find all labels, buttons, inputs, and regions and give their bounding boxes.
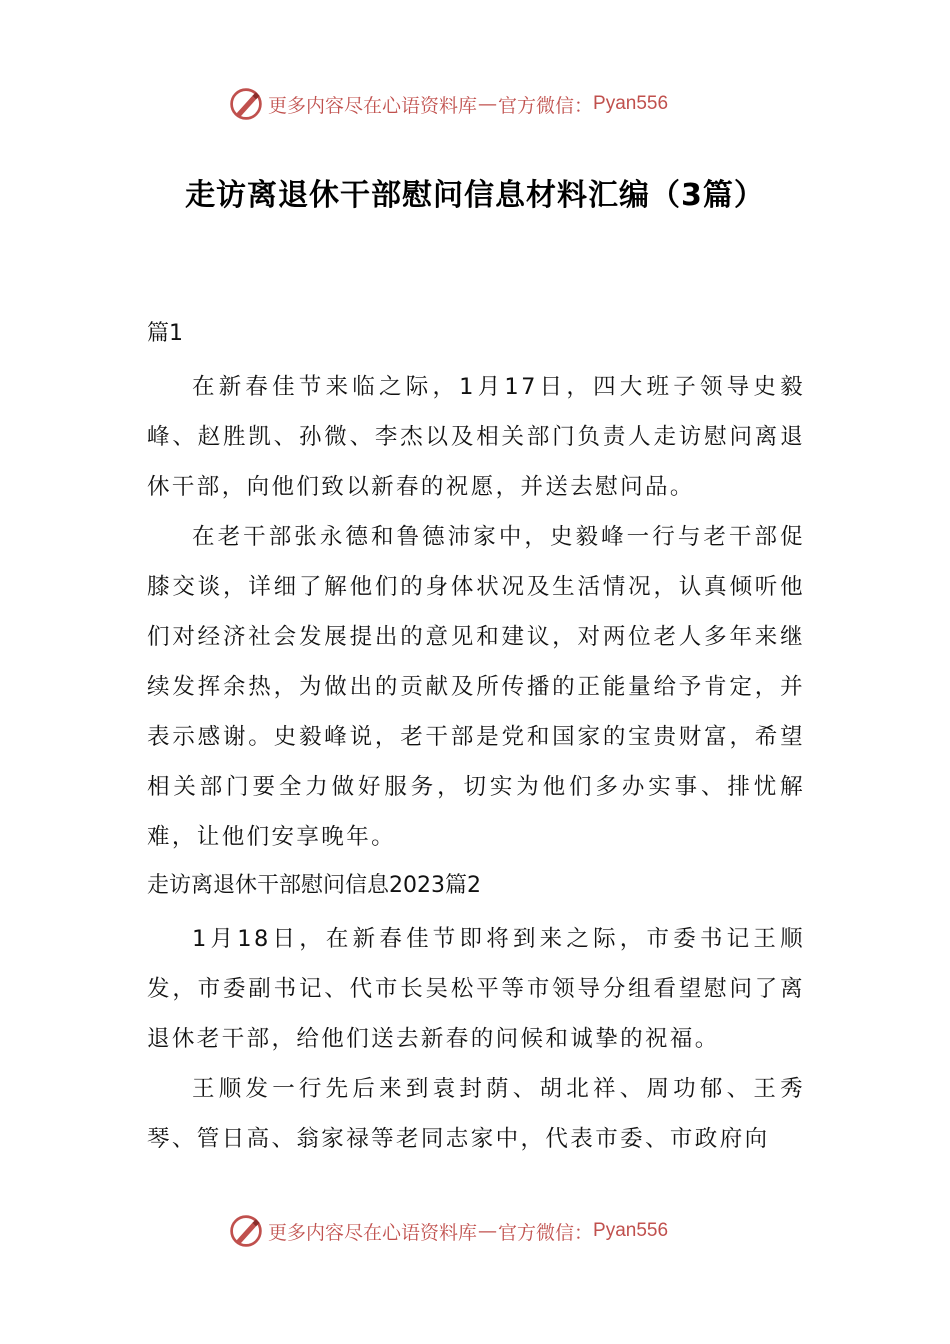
watermark-separator: — — [478, 93, 498, 115]
watermark-text: 更多内容尽在心语资料库 — [268, 1221, 478, 1244]
watermark-text: 更多内容尽在心语资料库 — [268, 94, 478, 117]
watermark-footer — [228, 1210, 668, 1252]
section-1-heading: 篇1 — [147, 321, 183, 346]
watermark-id: Pyan556 — [593, 93, 669, 114]
watermark-separator: — — [478, 1220, 498, 1242]
section-2-heading: 走访离退休干部慰问信息2023篇2 — [147, 873, 481, 898]
document-title: 走访离退休干部慰问信息材料汇编（3篇） — [185, 178, 765, 213]
watermark-header — [228, 83, 668, 125]
watermark-label: 官方微信： — [498, 94, 594, 117]
pen-logo-icon — [228, 86, 264, 122]
pen-logo-icon — [228, 1213, 264, 1249]
watermark-label: 官方微信： — [498, 1221, 594, 1244]
section-2-paragraph-1: 1月18日，在新春佳节即将到来之际，市委书记王顺发，市委副书记、代市长吴松平等市领导分组看望慰问了离退休老干部，给他们送去新春的问候和诚挚的祝福。 — [147, 926, 805, 1052]
document-body — [147, 312, 805, 1164]
section-2-paragraph-2: 王顺发一行先后来到袁封荫、胡北祥、周功郁、王秀琴、管日高、翁家禄等老同志家中，代表市委、市政府向 — [147, 1076, 805, 1152]
watermark-id: Pyan556 — [593, 1220, 669, 1241]
section-1-paragraph-2: 在老干部张永德和鲁德沛家中，史毅峰一行与老干部促膝交谈，详细了解他们的身体状况及生活情况，认真倾听他们对经济社会发展提出的意见和建议，对两位老人多年来继续发挥余热，为做出的贡献及所传播的正能量给予肯定，并表示感谢。史毅峰说，老干部是党和国家的宝贵财富，希望相关部门要全力做好服务，切实为他们多办实事、排忧解难，让他们安享晚年。 — [147, 524, 805, 850]
section-1-paragraph-1: 在新春佳节来临之际，1月17日，四大班子领导史毅峰、赵胜凯、孙微、李杰以及相关部门负责人走访慰问离退休干部，向他们致以新春的祝愿，并送去慰问品。 — [147, 374, 805, 500]
